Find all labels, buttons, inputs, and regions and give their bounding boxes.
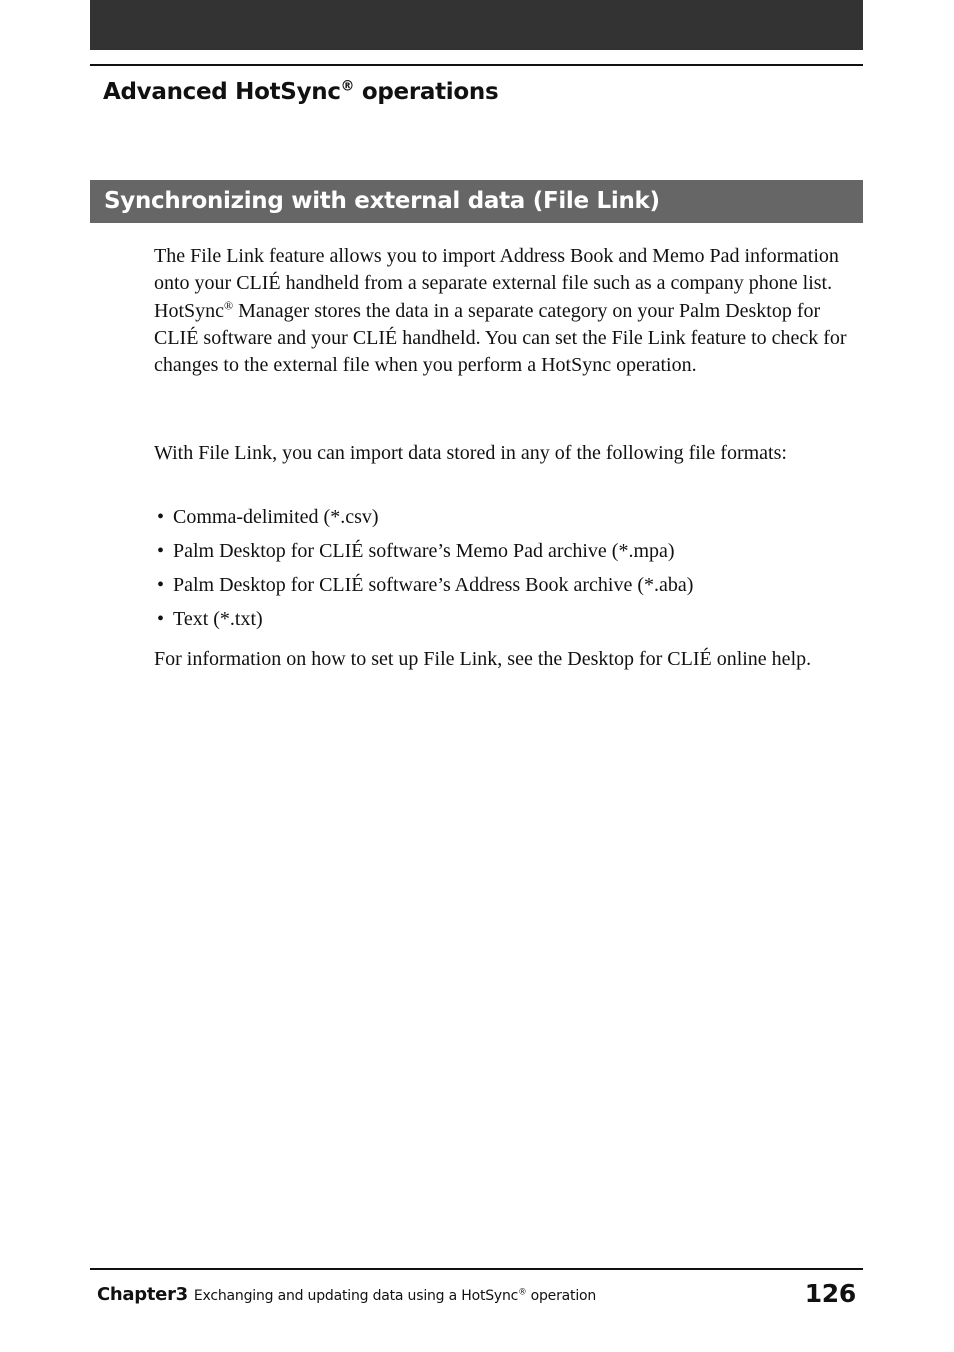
registered-mark: ® bbox=[340, 78, 355, 95]
chapter-title bbox=[103, 74, 498, 110]
list-item bbox=[157, 538, 693, 572]
chapter-title-suffix: operations bbox=[354, 79, 499, 105]
page-number: 126 bbox=[804, 1279, 856, 1308]
list-item-text: Palm Desktop for CLIÉ software’s Address Book archive (*.aba) bbox=[173, 574, 694, 596]
intro-text-part1: The File Link feature allows you to import Address Book and Memo Pad information onto your CLIÉ handheld from a separate external file such as a company phone list. HotSync bbox=[154, 245, 839, 322]
list-item bbox=[157, 504, 693, 538]
chapter-title-text: Advanced HotSync bbox=[103, 79, 341, 105]
file-format-list bbox=[157, 504, 693, 640]
formats-intro-paragraph: With File Link, you can import data stored in any of the following file formats: bbox=[154, 442, 787, 464]
footer-rule bbox=[90, 1268, 863, 1270]
help-paragraph: For information on how to set up File Link, see the Desktop for CLIÉ online help. bbox=[154, 648, 812, 670]
bullet-icon: • bbox=[157, 608, 165, 630]
registered-mark: ® bbox=[518, 1286, 527, 1297]
footer-chapter-label: Chapter3 bbox=[97, 1284, 188, 1305]
footer-description-text: Exchanging and updating data using a HotSync bbox=[193, 1288, 519, 1304]
bullet-icon: • bbox=[157, 506, 165, 528]
list-item-text: Text (*.txt) bbox=[173, 608, 263, 630]
list-item-text: Comma-delimited (*.csv) bbox=[173, 506, 379, 528]
bullet-icon: • bbox=[157, 540, 165, 562]
intro-text-part2: Manager stores the data in a separate category on your Palm Desktop for CLIÉ software and your CLIÉ handheld. You can set the File Link feature to check for changes to the external file when you perform a HotSync operation. bbox=[154, 299, 847, 377]
footer-chapter-description bbox=[194, 1288, 596, 1304]
footer-description-suffix: operation bbox=[526, 1288, 597, 1304]
header-rule bbox=[90, 64, 863, 66]
intro-paragraph bbox=[154, 243, 854, 379]
header-bar bbox=[90, 0, 863, 50]
footer bbox=[97, 1284, 596, 1305]
section-title: Synchronizing with external data (File Link) bbox=[104, 188, 660, 214]
registered-mark: ® bbox=[224, 297, 234, 312]
bullet-icon: • bbox=[157, 574, 165, 596]
list-item bbox=[157, 606, 693, 640]
section-heading-band bbox=[90, 180, 863, 223]
list-item bbox=[157, 572, 693, 606]
list-item-text: Palm Desktop for CLIÉ software’s Memo Pad archive (*.mpa) bbox=[173, 540, 675, 562]
